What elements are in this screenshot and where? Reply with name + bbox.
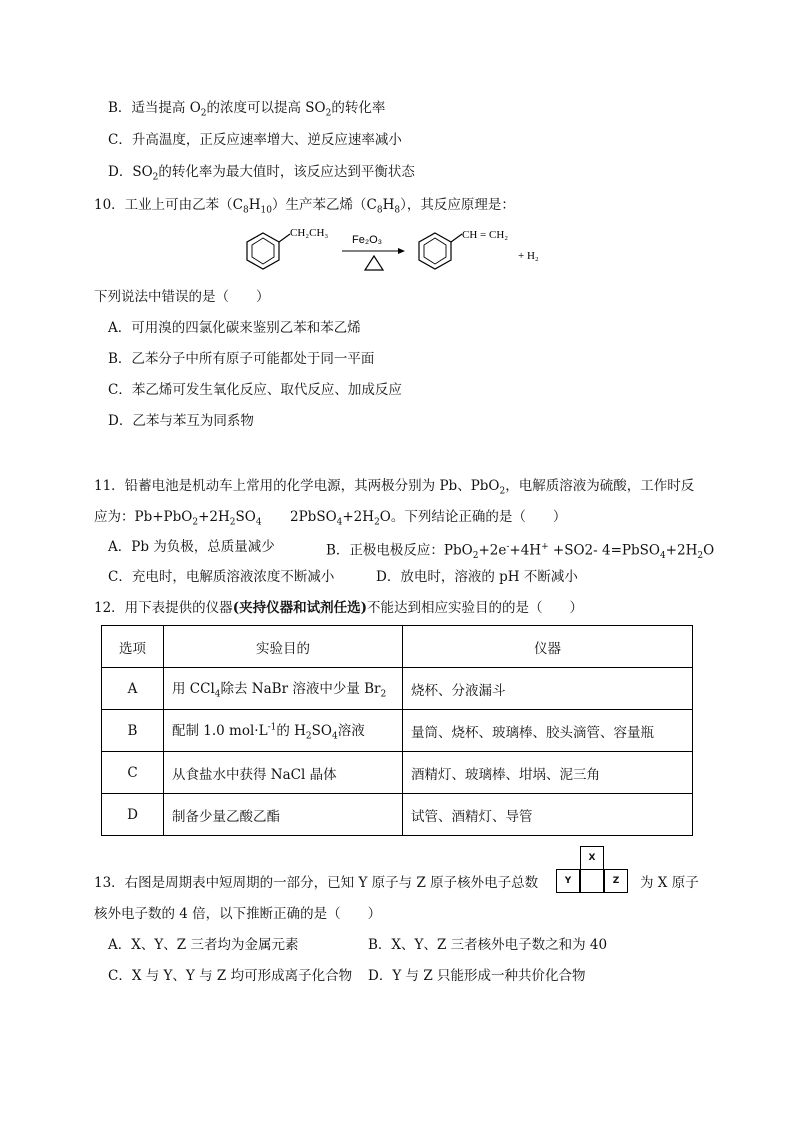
header-option: 选项	[102, 626, 164, 668]
table-row	[102, 752, 693, 794]
hydrogen-byproduct: + H₂	[518, 250, 539, 262]
q9-option-d: D．$SO_2$的转化率为最大值时，该反应达到平衡状态	[108, 164, 415, 183]
q13-stem-line2: 核外电子数的 4 倍，以下推断正确的是（ ）	[94, 906, 382, 922]
q11-stem-line2a: 应为：$Pb+PbO_2+2H_2SO_4$	[94, 509, 262, 528]
table-row	[102, 710, 693, 752]
row-option: D	[102, 794, 164, 836]
cell-empty	[580, 869, 604, 893]
q11-stem-line1: 11．铅蓄电池是机动车上常用的化学电源，其两极分别为 Pb、PbO$_2$，电解质溶液为硫酸，工作时反	[94, 478, 695, 497]
row-aim: 从食盐水中获得 NaCl 晶体	[164, 752, 403, 794]
reaction-scheme	[230, 222, 570, 282]
table-header-row	[102, 626, 693, 668]
catalyst-label: Fe₂O₃	[352, 234, 383, 246]
heat-triangle-icon	[365, 256, 383, 270]
ethylbenzene-structure	[247, 233, 290, 269]
cell-y: Y	[556, 869, 580, 893]
row-option: A	[102, 668, 164, 710]
arrow-head-icon	[398, 248, 405, 254]
q11-option-d: D．放电时，溶液的 pH 不断减小	[376, 569, 578, 585]
q11-option-a: A．Pb 为负极，总质量减少	[108, 539, 275, 555]
styrene-structure	[419, 233, 462, 269]
row-instruments: 烧杯、分液漏斗	[403, 668, 693, 710]
ethyl-group-label: CH₂CH₃	[290, 227, 329, 239]
q13-stem-line1-end: 为 X 原子	[640, 875, 699, 891]
row-aim: 配制 1.0 $mol\cdot L^{-1}$的 $H_2SO_4$溶液	[164, 710, 403, 752]
q11-stem-line2b: $2PbSO_4+2H_2O$。下列结论正确的是（ ）	[290, 509, 567, 528]
row-aim: 制备少量乙酸乙酯	[164, 794, 403, 836]
q9-option-b: B．适当提高 $O_2$的浓度可以提高 $SO_2$的转化率	[108, 100, 386, 119]
q10-stem: 10．工业上可由乙苯$(C_8H_{10})$生产苯乙烯$(C_8H_8)$，其反应原理是：	[94, 197, 515, 216]
q11-option-c: C．充电时，电解质溶液浓度不断减小	[108, 569, 335, 585]
table-row	[102, 668, 693, 710]
vinyl-group-label: CH = CH₂	[462, 229, 509, 241]
row-instruments: 试管、酒精灯、导管	[403, 794, 693, 836]
q10-option-b: B．乙苯分子中所有原子可能都处于同一平面	[108, 351, 375, 367]
row-instruments: 量筒、烧杯、玻璃棒、胶头滴管、容量瓶	[403, 710, 693, 752]
experiment-table	[101, 625, 693, 836]
row-option: C	[102, 752, 164, 794]
q13-option-b: B．X、Y、Z 三者核外电子数之和为 40	[368, 937, 608, 953]
row-instruments: 酒精灯、玻璃棒、坩埚、泥三角	[403, 752, 693, 794]
q9-option-c: C．升高温度，正反应速率增大、逆反应速率减小	[108, 132, 402, 148]
q10-question: 下列说法中错误的是（ ）	[94, 289, 270, 305]
q10-option-a: A．可用溴的四氯化碳来鉴别乙苯和苯乙烯	[108, 320, 361, 336]
q12-stem: 12．用下表提供的仪器(夹持仪器和试剂任选)不能达到相应实验目的的是（ ）	[94, 600, 583, 616]
cell-z: Z	[604, 869, 628, 893]
cell-x: X	[580, 846, 604, 870]
q11-option-b: B．正极电极反应：PbO$_2$+2e-+4H+ +SO2- $4=PbSO_4+2H_2O$	[326, 542, 715, 562]
q13-stem-line1: 13．右图是周期表中短周期的一部分，已知 Y 原子与 Z 原子核外电子总数	[94, 875, 539, 891]
table-row	[102, 794, 693, 836]
row-option: B	[102, 710, 164, 752]
header-aim: 实验目的	[164, 626, 403, 668]
q10-option-c: C．苯乙烯可发生氧化反应、取代反应、加成反应	[108, 382, 402, 398]
q13-option-a: A．X、Y、Z 三者均为金属元素	[108, 937, 299, 953]
q13-option-d: D．Y 与 Z 只能形成一种共价化合物	[368, 968, 586, 984]
row-aim: 用 CCl$_4$除去 NaBr 溶液中少量 $Br_2$	[164, 668, 403, 710]
q13-option-c: C．X 与 Y、Y 与 Z 均可形成离子化合物	[108, 968, 353, 984]
header-instruments: 仪器	[403, 626, 693, 668]
q10-option-d: D．乙苯与苯互为同系物	[108, 413, 254, 429]
